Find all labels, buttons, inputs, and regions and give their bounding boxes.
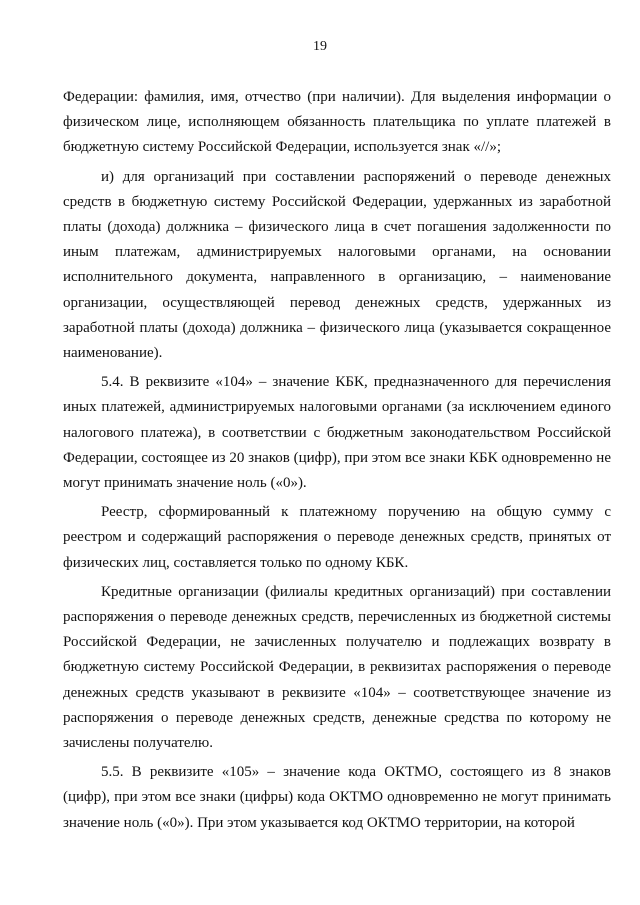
paragraph-continuation: Федерации: фамилия, имя, отчество (при наличии). Для выделения информации о физическом лице, исполняющем обязанность плательщика по уплате платежей в бюджетную систему Российской Федерации, используется знак «//»; <box>63 89 611 156</box>
paragraph-credit-organizations: Кредитные организации (филиалы кредитных организаций) при составлении распоряжения о переводе денежных средств, перечисленных из бюджетной системы Российской Федерации, не зачисленных получателю и подлежащих возврату в бюджетную систему Российской Федерации, в реквизитах распоряжения о переводе денежных средств указывают в реквизите «104» – соответствующее значение из распоряжения о переводе денежных средств, денежные средства по которому не зачислены получателю. <box>63 583 611 752</box>
document-body <box>63 85 611 836</box>
paragraph-registry: Реестр, сформированный к платежному поручению на общую сумму с реестром и содержащий распоряжения о переводе денежных средств, принятых от физических лиц, составляется только по одному КБК. <box>63 504 611 571</box>
page-number: 19 <box>313 39 327 54</box>
paragraph-item-i: и) для организаций при составлении распоряжений о переводе денежных средств в бюджетную систему Российской Федерации, удержанных из заработной платы (дохода) должника – физического лица в счет погашения задолженности по иным платежам, администрируемых налоговыми органами, на основании исполнительного документа, направленного в организацию, – наименование организации, осуществляющей перевод денежных средств, удержанных из заработной платы (дохода) должника – физического лица (указывается сокращенное наименование). <box>63 168 611 362</box>
paragraph-5-4: 5.4. В реквизите «104» – значение КБК, предназначенного для перечисления иных платежей, администрируемых налоговыми органами (за исключением единого налогового платежа), в соответствии с бюджетным законодательством Российской Федерации, состоящее из 20 знаков (цифр), при этом все знаки КБК одновременно не могут принимать значение ноль («0»). <box>63 374 611 492</box>
paragraph-5-5: 5.5. В реквизите «105» – значение кода ОКТМО, состоящего из 8 знаков (цифр), при этом все знаки (цифры) кода ОКТМО одновременно не могут принимать значение ноль («0»). При этом указывается код ОКТМО территории, на которой <box>63 764 611 831</box>
